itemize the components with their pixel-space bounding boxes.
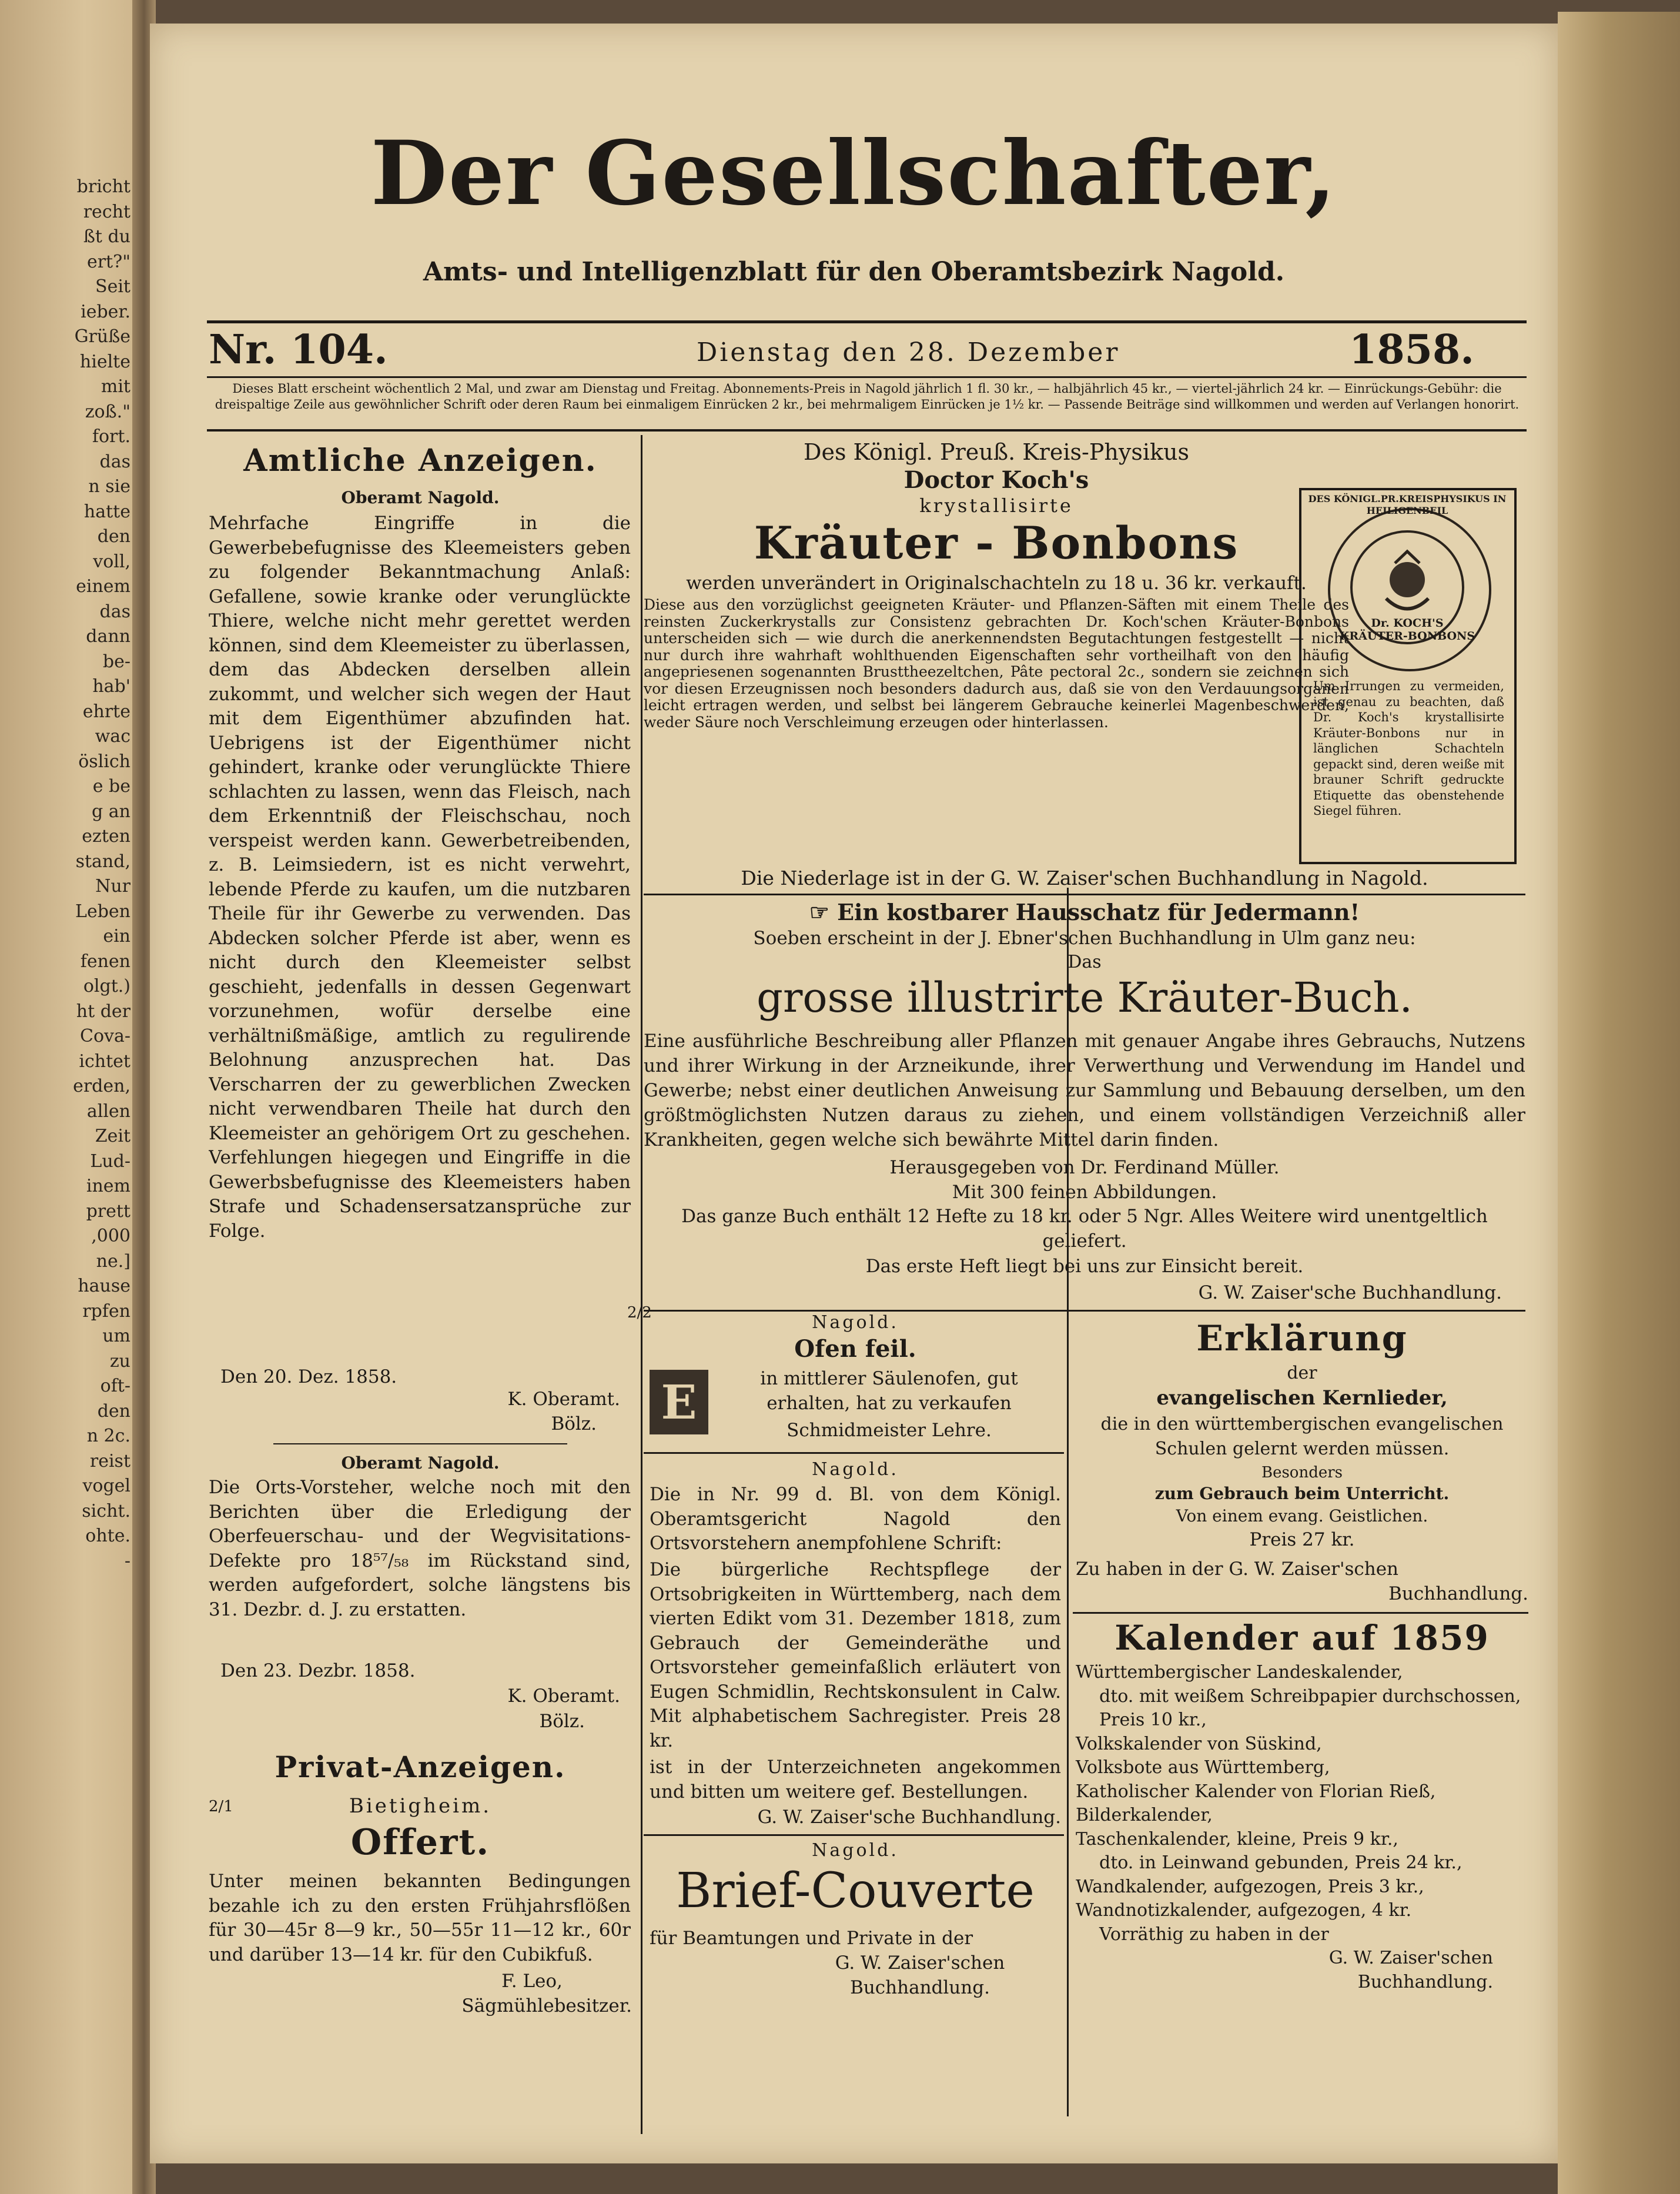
left-page-fragment: olgt.) [83, 976, 130, 996]
left-page-fragment: n sie [88, 476, 130, 497]
left-page-fragment: Nur [95, 876, 130, 897]
left-page-fragment: zu [109, 1350, 130, 1372]
notice1-sign-office: K. Oberamt. [507, 1389, 620, 1410]
left-page-fragment: dann [86, 626, 130, 647]
notice1-sign-name: Bölz. [551, 1413, 597, 1434]
masthead-rule-top [207, 320, 1527, 323]
left-page-fragment: reist [89, 1450, 130, 1471]
seal-icon [1328, 508, 1491, 671]
bonbons-price: werden unverändert in Originalschachteln zu 18 u. 36 kr. verkauft. [686, 573, 1307, 594]
kalender-item: Volksbote aus Württemberg, [1076, 1757, 1330, 1778]
left-page-fragment: hab' [92, 676, 130, 697]
left-page-fragment: voll, [93, 551, 130, 572]
newspaper-page [150, 24, 1558, 2163]
erklaerung-title: Erklärung [1196, 1318, 1408, 1359]
kalender-item: Buchhandlung. [1357, 1971, 1493, 1992]
left-page-fragment: ,000 [91, 1226, 130, 1246]
notice2-sign-name: Bölz. [539, 1711, 585, 1732]
left-page-fragment: ichtet [79, 1051, 130, 1072]
ofen-place: Nagold. [812, 1312, 899, 1333]
left-page-fragment: stand, [75, 851, 130, 872]
left-page-fragment: oft- [100, 1376, 130, 1396]
notice2-sign-office: K. Oberamt. [507, 1685, 620, 1707]
left-page-fragment: erden, [73, 1076, 130, 1096]
kalender-item: Bilderkalender, [1076, 1805, 1213, 1825]
column-rule-1 [641, 435, 642, 2134]
book-editor: Herausgegeben von Dr. Ferdinand Müller. [889, 1157, 1280, 1178]
book-price: Das ganze Buch enthält 12 Hefte zu 18 kr. oder 5 Ngr. Alles Weitere wird unentgeltlich geliefert. [681, 1206, 1488, 1252]
left-page-fragment: ohte. [85, 1526, 130, 1546]
ad-separator-5 [1073, 1612, 1528, 1614]
left-page-fragment: Seit [95, 276, 130, 297]
kalender-item: Württembergischer Landeskalender, [1076, 1662, 1403, 1683]
left-page-fragment: bricht [76, 176, 130, 197]
erklaerung-l4: Besonders [1261, 1464, 1343, 1481]
left-page-fragment: einem [76, 576, 130, 597]
ad-separator-1 [644, 894, 1525, 895]
erklaerung-l8: Zu haben in der G. W. Zaiser'schen [1076, 1558, 1399, 1580]
erklaerung-l9: Buchhandlung. [1388, 1583, 1528, 1604]
left-page-fragment: g an [92, 801, 130, 822]
book-note: Das erste Heft liegt bei uns zur Einsicht bereit. [865, 1256, 1304, 1277]
recht-place: Nagold. [812, 1459, 899, 1480]
notice2-office: Oberamt Nagold. [341, 1453, 500, 1473]
private-notices-heading: Privat-Anzeigen. [275, 1750, 566, 1784]
book-line1: Soeben erscheint in der J. Ebner'schen Buchhandlung in Ulm ganz neu: [753, 928, 1416, 949]
book-headline [644, 898, 1525, 927]
left-page-fragment: das [99, 601, 130, 622]
left-page-fragment: n 2c. [86, 1426, 130, 1446]
offert-text: Unter meinen bekannten Bedingungen bezahle ich zu den ersten Frühjahrsflößen für 30—45r 8—9 kr., 50—55r 11—12 kr., 60r und darüber 13—14 kr. für den Cubikfuß. [209, 1871, 631, 1965]
kalender-item: Vorräthig zu haben in der [1099, 1924, 1329, 1945]
bonbons-line1: Des Königl. Preuß. Kreis-Physikus [804, 439, 1189, 465]
left-page-fragment: recht [83, 201, 130, 222]
erklaerung-l5: zum Gebrauch beim Unterricht. [1154, 1484, 1450, 1503]
book-illustrations: Mit 300 feinen Abbildungen. [952, 1182, 1217, 1203]
offert-sign-name: F. Leo, [501, 1971, 563, 1992]
left-page-fragment: Leben [75, 901, 130, 922]
left-page-fragment: ht der [76, 1001, 130, 1022]
left-page-fragment: öslich [78, 751, 130, 772]
erklaerung-l1: der [1287, 1363, 1317, 1383]
left-page-fragment: - [124, 1550, 130, 1571]
left-page-fragment: ein [103, 926, 130, 947]
offert-sign-title: Sägmühlebesitzer. [461, 1995, 632, 2016]
kalender-title: Kalender auf 1859 [1115, 1618, 1490, 1658]
kalender-item: dto. in Leinwand gebunden, Preis 24 kr., [1099, 1852, 1463, 1873]
left-page-fragment: prett [86, 1200, 130, 1222]
page-edge [1558, 12, 1680, 2194]
bonbons-footer: Die Niederlage ist in der G. W. Zaiser'schen Buchhandlung in Nagold. [741, 867, 1428, 889]
left-page-fragment: hatte [83, 501, 130, 522]
offert-mark: 2/1 [209, 1798, 233, 1815]
ad-separator-4 [644, 1834, 1064, 1836]
left-page-fragment: Lud- [90, 1150, 130, 1172]
offert-title: Offert. [350, 1822, 490, 1863]
notice1-date: Den 20. Dez. 1858. [220, 1366, 397, 1387]
left-page-fragment: ne.] [96, 1250, 130, 1272]
left-page-fragment: zoß." [85, 401, 130, 422]
kalender-item: dto. mit weißem Schreibpapier durchschossen, Preis 10 kr., [1099, 1685, 1521, 1730]
kalender-item: Katholischer Kalender von Florian Rieß, [1076, 1781, 1436, 1802]
recht-text2: Die bürgerliche Rechtspflege der Ortsobrigkeiten in Württemberg, nach dem vierten Edikt vom 31. Dezember 1818, zum Gebrauch der Gemeinderäthe und Ortsvorsteher gemeinfaßlich erläutert von Eugen Schmidlin, Rechtskonsulent in Calw. Mit alphabetischem Sachregister. Preis 28 kr. [650, 1559, 1061, 1751]
left-page-fragment: ehrte [82, 701, 130, 722]
couverte-sign1: G. W. Zaiser'schen [835, 1952, 1005, 1974]
kalender-item: G. W. Zaiser'schen [1328, 1948, 1493, 1968]
kalender-list [1076, 1661, 1528, 1994]
masthead-rule-bottom [207, 429, 1527, 432]
masthead-subtitle: Amts- und Intelligenzblatt für den Oberamtsbezirk Nagold. [423, 257, 1285, 287]
bonbons-title: Kräuter - Bonbons [754, 517, 1239, 569]
ofen-text: in mittlerer Säulenofen, gut erhalten, hat zu verkaufen [760, 1368, 1018, 1414]
left-page-fragment: be- [102, 651, 130, 672]
seal-ring-text: DES KÖNIGL.PR.KREISPHYSIKUS IN HEILIGENBEIL [1308, 493, 1507, 516]
left-page-fragment: das [99, 451, 130, 472]
masthead-title: Der Gesellschafter, [370, 122, 1337, 225]
official-notices-heading: Amtliche Anzeigen. [243, 443, 597, 479]
left-page-fragment: Zeit [95, 1126, 130, 1146]
left-page-fragment: den [97, 526, 130, 547]
left-page-fragment: um [102, 1326, 130, 1346]
left-page-fragment: sicht. [82, 1500, 130, 1521]
bonbons-text: Diese aus den vorzüglichst geeigneten Kräuter- und Pflanzen-Säften mit einem Theile des reinsten Zuckerkrystalls zur Consistenz gebrachten Dr. Koch'schen Kräuter-Bonbons unterscheiden sich — wie durch die anerkennendsten Begutachtungen festgestellt — nicht nur durch ihre wahrhaft wohlthuenden Eigenschaften sehr vortheilhaft von den häufig angepriesenen sogenannten Brusttheezeltchen, Pâte pectoral 2c., sondern sie zeichnen sich vor diesen Erzeugnissen noch besonders dadurch aus, daß sie von den Verdauungsorganen leicht ertragen werden, und selbst bei längerem Gebrauche keinerlei Magenbeschwerden, weder Säure noch Verschleimung erzeugen oder hinterlassen. [644, 597, 1349, 731]
left-page-fragment: rpfen [82, 1300, 130, 1322]
left-page-fragment: ieber. [81, 301, 130, 322]
left-page-fragment: fort. [92, 426, 130, 447]
left-page-fragment: den [97, 1400, 130, 1422]
offert-place: Bietigheim. [349, 1794, 492, 1818]
book-line2: Das [1067, 952, 1102, 972]
notice1-office: Oberamt Nagold. [341, 488, 500, 507]
book-description: Eine ausführliche Beschreibung aller Pflanzen mit genauer Angabe ihres Gebrauchs, Nutzens und ihrer Wirkung in der Arzneikunde, ihrer Verwerthung und Verwendung im Handel und Gewerbe; nebst einer deutlichen Anweisung zur Sammlung und Bebauung derselben, um den größtmöglichsten Nutzen daraus zu ziehen, und einem vollständigen Verzeichniß aller Krankheiten, gegen welche sich bewährte Mittel darin finden. [644, 1031, 1525, 1150]
subscription-notice: Dieses Blatt erscheint wöchentlich 2 Mal, und zwar am Dienstag und Freitag. Abonnements-Preis in Nagold jährlich 1 fl. 30 kr., — halbjährlich 45 kr., — viertel-jährlich 24 kr. — Einrückungs-Gebühr: die dreispaltige Zeile aus gewöhnlicher Schrift oder deren Raum bei einmaligem Einrücken 2 kr., bei mehrmaligem Einrücken je 1½ kr. — Passende Beiträge sind willkommen und werden auf Verlangen honorirt. [215, 382, 1520, 412]
couverte-sign2: Buchhandlung. [850, 1977, 990, 1998]
seal-note: Um Irrungen zu vermeiden, ist genau zu beachten, daß Dr. Koch's krystallisirte Kräuter-Bonbons nur in länglichen Schachteln gepackt sind, deren weiße mit brauner Schrift gedruckte Etiquette das obenstehende Siegel führen. [1313, 679, 1504, 818]
notice2-text: Die Orts-Vorsteher, welche noch mit den Berichten über die Erledigung der Oberfeuerschau- und der Wegvisitations-Defekte pro 18⁵⁷/₅₈ im Rückstand sind, werden aufgefordert, solche längstens bis 31. Dezbr. d. J. zu erstatten. [209, 1477, 631, 1620]
recht-text1: Die in Nr. 99 d. Bl. von dem Königl. Oberamtsgericht Nagold den Ortsvorstehern anempfohlene Schrift: [650, 1484, 1061, 1554]
couverte-text: für Beamtungen und Private in der [650, 1928, 973, 1949]
kalender-item: Wandkalender, aufgezogen, Preis 3 kr., [1076, 1876, 1424, 1897]
couverte-title: Brief-Couverte [676, 1863, 1035, 1919]
book-sign: G. W. Zaiser'sche Buchhandlung. [1198, 1282, 1502, 1303]
issue-number: Nr. 104. [209, 326, 388, 373]
left-page-fragment: allen [86, 1101, 130, 1122]
left-page-fragment: fenen [80, 951, 130, 972]
book-headline-text: Ein kostbarer Hausschatz für Jedermann! [837, 899, 1360, 925]
notice-separator [273, 1443, 567, 1444]
erklaerung-l6: Von einem evang. Geistlichen. [1176, 1506, 1428, 1526]
issue-year: 1858. [1349, 326, 1474, 373]
left-page-fragment: mit [101, 376, 130, 397]
erklaerung-l2: evangelischen Kernlieder, [1156, 1386, 1448, 1410]
left-page-fragment: Grüße [74, 326, 130, 347]
recht-sign: G. W. Zaiser'sche Buchhandlung. [757, 1807, 1061, 1828]
ad-separator-3 [644, 1452, 1064, 1454]
masthead-rule-mid [207, 376, 1527, 378]
left-page-fragment: hielte [79, 351, 130, 372]
ofen-mark: 2/2 [627, 1304, 652, 1322]
notice1-text: Mehrfache Eingriffe in die Gewerbebefugnisse des Kleemeisters geben zu folgender Bekanntmachung Anlaß: Gefallene, sowie kranke oder verunglückte Thiere, welche nicht mehr gerettet werden können, sind dem Kleemeister zu überlassen, dem das Abdecken derselben allein zukommt, und welcher sich wegen der Haut mit dem Eigenthümer abzufinden hat. Uebrigens ist der Eigenthümer nicht gehindert, kranke oder verunglückte Thiere schlachten zu lassen, wenn das Fleisch, nach dem Erkenntniß der Fleischschau, noch verspeist werden kann. Gewerbetreibenden, z. B. Leimsiedern, ist es nicht verwehrt, lebende Pferde zu kaufen, um die nutzbaren Theile für ihr Gewerbe zu verwenden. Das Abdecken solcher Pferde ist aber, wenn es nicht durch den Kleemeister selbst geschieht, jedenfalls in dessen Gegenwart vorzunehmen, wofür derselbe eine verhältnißmäßige, amtlich zu regulirende Belohnung anzusprechen hat. Das Verscharren der zu gewerblichen Zwecken nicht verwendbaren Theile hat durch den Kleemeister an gehörigem Ort zu geschehen. Verfehlungen hiegegen und Eingriffe in die Gewerbsbefugnisse des Kleemeisters haben Strafe und Schadensersatzansprüche zur Folge. [209, 513, 631, 1242]
pointing-hand-icon: ☞ [809, 899, 838, 925]
erklaerung-l7: Preis 27 kr. [1249, 1529, 1355, 1550]
ofen-dropcap: E [650, 1370, 708, 1434]
left-page-fragment: inem [86, 1176, 130, 1196]
seal-center-text: Dr. KOCH'S KRÄUTER-BONBONS [1339, 617, 1475, 643]
bonbons-seal-box [1299, 488, 1517, 864]
erklaerung-l3: die in den württembergischen evangelischen Schulen gelernt werden müssen. [1100, 1414, 1504, 1459]
recht-text3: ist in der Unterzeichneten angekommen und bitten um weitere gef. Bestellungen. [650, 1757, 1061, 1802]
bonbons-line3: krystallisirte [919, 494, 1073, 517]
book-title: grosse illustrirte Kräuter-Buch. [757, 974, 1413, 1022]
ofen-sign: Schmidmeister Lehre. [787, 1420, 992, 1441]
kalender-item: Volkskalender von Süskind, [1076, 1733, 1322, 1754]
left-facing-page [0, 0, 141, 2194]
left-page-fragment: vogel [82, 1476, 130, 1496]
issue-date: Dienstag den 28. Dezember [697, 337, 1120, 367]
left-page-fragment: wac [95, 726, 130, 747]
notice2-date: Den 23. Dezbr. 1858. [220, 1660, 416, 1681]
left-page-fragment: ßt du [83, 226, 130, 247]
left-page-fragment: ert?" [86, 251, 130, 272]
left-page-fragment: Cova- [80, 1026, 130, 1046]
left-page-fragment: hause [78, 1276, 130, 1296]
kalender-item: Wandnotizkalender, aufgezogen, 4 kr. [1076, 1900, 1412, 1921]
kalender-item: Taschenkalender, kleine, Preis 9 kr., [1076, 1828, 1398, 1849]
left-page-fragment: e be [92, 776, 130, 797]
couverte-place: Nagold. [812, 1840, 899, 1861]
ofen-title: Ofen feil. [794, 1335, 916, 1363]
bonbons-line2: Doctor Koch's [903, 466, 1089, 494]
left-page-fragment: ezten [82, 826, 130, 847]
